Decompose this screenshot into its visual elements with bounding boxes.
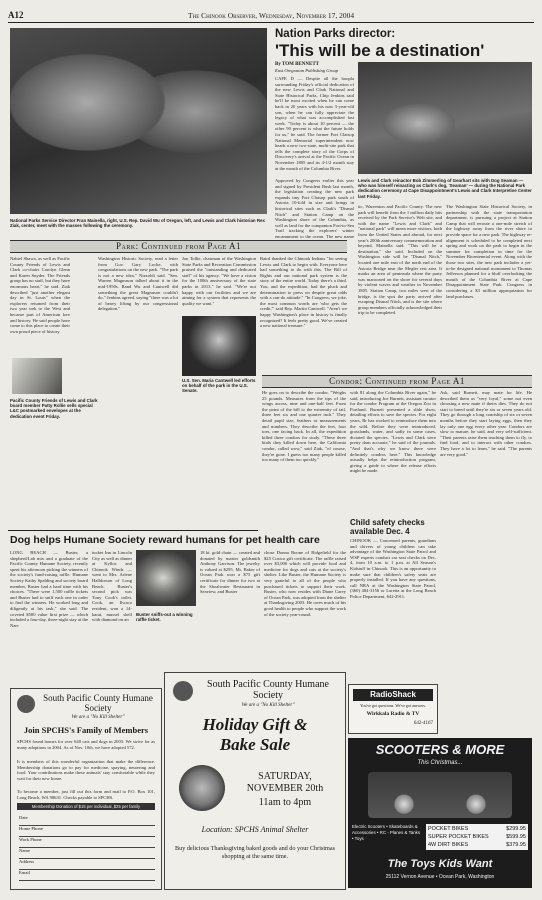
radioshack-phone: 642-4167 [413, 721, 433, 726]
reenactor-dog-photo [358, 62, 532, 174]
condor-column-3: Ask, said Burnett, may mate for life. He described them as "very loyal," some not even choosing a new mate if theirs dies. They do not start to breed until they're six or seven years old. They go through a long courtship of six or seven months before they start laying eggs, then they lay only one egg every other year. Condors are slow to mature, he said, and very self-sufficient. "Their parents raise them teaching them to fly, to find food, and to interact with other condors. They have a lot to learn," he said. "The parents are very good." [440, 390, 532, 457]
ad-body-3: To become a member, just fill out this form and mail to P.O. Box 101, Long Beach, WA 98631. Checks payable to SPCHS. [17, 789, 155, 800]
park-column-2: Washington Historic Society, read a letter from Gov. Gary Locke, with congratulations on the new park. "The park is not a new idea," Nizzoldi said. "Sen. Warren Magnuson talked about it in the mid-1950s. Rand Wu and Cantwell did something the great Magnuson couldn't do," Jenkins agreed, saying "there was a lot of heavy lifting by our congressional delegation." [98, 256, 178, 312]
park-column-1: Nabiel Shawa, as well as Pacific County Friends of Lewis and Clark co-chairs Carolyn Glenn and Karen Snyder. The Friends group has no staff, but they have enormous heart," he said. Ziak described "just another elegant day in St. Louis" when the explorers returned from their two year trek to the West and became part of American lore and history. He said people have come to this place to create their own proud piece of history. [10, 256, 70, 334]
child-safety-headline: Child safety checks available Dec. 4 [350, 518, 425, 536]
dog-column-2: tucket Inn in Lincoln City as well as dinner at Kyllos and Chinook Winds — went to Mrs. Arlene Halldorson of Long Beach. Buster's second pick was Tony Cook's toilet. Cook, an Ilwaco resident, won a 14-karat, mussel shell with diamond on an [92, 550, 132, 623]
motorbike-illustration [368, 772, 512, 818]
story-byline: By TOM BENNETT [275, 62, 319, 67]
price-list [426, 824, 528, 850]
holiday-footer: Buy delicious Thanksgiving baked goods and do your Christmas shopping at the same time. [174, 845, 336, 860]
ad-body-2: It is members of this wonderful organization that make the difference. Membership donations go to pay for medicine, spaying, neutering and food. Your contributions make these animals' stay comfortable while they wait for their new home. [17, 759, 155, 781]
ad-membership-heading: Join SPCHS's Family of Members [23, 725, 149, 735]
event-location: Location: SPCHS Animal Shelter [201, 825, 309, 834]
event-title-line-1: Holiday Gift & [202, 715, 308, 734]
reenactor-photo-caption: Lewis and Clark reinactor Bob Zimmerling of Gearhart sits with Dog Seaman — who was himself reinacting as Clark's dog, 'Seaman' — during the National Park dedication ceremony at Cape Disappointment's Lewis and Clark Interpretive Center last Friday. [358, 178, 532, 199]
postmark-photo-caption: Pacific County Friends of Lewis and Clark board member Patty Rollie sells special L&C postmarked envelopes at the dedication event Friday. [10, 398, 98, 419]
top-photo-caption: National Parks Service Director Fran Mainella, right, U.S. Rep. David Wu of Oregon, left, and Lewis and Clark historian Rex Ziak, center, meet with the masses following the ceremony. [10, 218, 265, 229]
story-headline: 'This will be a destination' [275, 41, 485, 60]
form-field-date[interactable]: Date [19, 815, 155, 826]
ad-body-1: SPCHS found homes for over 640 cats and dogs in 2003. We strive for as many adoptions in 2004. As of Nov. 10th, we have adopted 572. [17, 739, 155, 750]
paw-print-icon [173, 681, 193, 701]
form-field-name[interactable]: Name [19, 848, 155, 859]
radioshack-logo: RadioShack [353, 689, 433, 701]
story-column-2: Approved by Congress earlier this year and signed by President Bush last month, the legislation creating the new park expands tiny Fort Clatsop park south of Astoria 10-fold in size and brings in historical sites such as Clark's "Dismal Nitch" and Station Camp on the Washington shore of the Columbia, as well as land for the companion Fort-to-Sea Trail tracking the explorers' winter encampment to the ocean. The new name [275, 178, 354, 238]
holiday-ad-motto: We are a "No Kill Shelter" [241, 703, 295, 708]
price-row: 4W DIRT BIKES $379.95 [428, 842, 526, 848]
radioshack-tagline: You've got questions. We've got answers. [360, 703, 426, 708]
dog-column-1: LONG BEACH — Buster, a shepherd/Lab mix and a graduate of the Pacific County Humane Society, recently spent his afternoon picking the winners of the society's fund-raising raffle. Humane Society Kathy Spalding and society board member, Buster had a hard time with his choices. "There were 1,500 raffle tickets and Buster had to sniff each one in order to find the winners. He worked long and diligently at his task," she said. The coveted $500 value first prize — which included a four-day, three-night stay at the Nan- [10, 550, 88, 628]
ad-motto: We are a "No Kill Shelter" [71, 715, 125, 720]
masthead [8, 8, 534, 22]
form-field-work-phone[interactable]: Work Phone [19, 837, 155, 848]
event-day: SATURDAY, [258, 771, 312, 782]
paw-print-icon [17, 695, 35, 713]
dog-story-rule [8, 530, 258, 531]
story-column-3: tic, Warrenton and Pacific County. The new park will benefit from the 1 million daily hits received by the Park Service's Web site, and with the name "Lewis and Clark" and "national park" will mean more visitors, both from the United States and abroad, for next year's 200th anniversary commemoration and beyond, Mainella said. "This will be a destination," she said. Included on the Washington side will be "Dismal Nitch," located one mile east of the north end of the Astoria Bridge near the Megler rest area. It marks an area of peninsula where the party was marooned on the shore for several days by violent waves and weather in November 1805. Station Camp, two miles west of the bridge, is the spot the party arrived after escaping Dismal Nitch, and is the site where group members officially acknowledged their trip to be completed. [358, 204, 442, 316]
masthead-rule [8, 22, 534, 23]
dog-story-headline: Dog helps Humane Society reward humans for pet health care [10, 534, 320, 546]
child-safety-body: CHINOOK — Concerned parents, guardians and drivers of young children can take advantage of the Washington State Patrol and WSP experts conduct car seat checks on Dec. 4, from 10 a.m. to 1 p.m. at All Season's Kidstuff in Chinook. This is an opportunity to make sure that children's safety seats are properly installed. If you have any questions, call NRA at the Washington State Patrol, (360) 484-3150 or Loretta at the Long Beach Police Department, 642-2911. [350, 538, 436, 599]
pie-illustration [179, 765, 225, 811]
cantwell-caption: U.S. Sen. Maria Cantwell led efforts on behalf of the park in the U.S. Senate. [182, 378, 256, 394]
dog-column-4: chose Donna Boone of Ridgefield for the $25 Costco gift certificate. The raffle raised over $3,000 which will provide food and medicine for dogs and cats at the society's shelter. Like Buster, the Humane Society is very grateful to all of the people who purchased tickets to support their work. Buster, who now resides with Diane Carey of Ocean Park, was adopted from the shelter at Thanksgiving 2003. He owes much of his good health to people who support the work of the society year-round. [264, 550, 346, 617]
story-byline-org: East Oregonian Publishing Group [275, 68, 339, 73]
cantwell-photo [182, 316, 256, 376]
form-field-email[interactable]: Email [19, 870, 155, 881]
buster-photo-caption: Buster sniffs-out a winning raffle ticket. [136, 612, 193, 623]
story-column-1: CAPE D — Despite all the hoopla surrounding Friday's official dedication of the new Lewis and Clark National and State Historical Parks, Chip Jenkins said he'll be most excited when he can come back in 20 years with his now 5-year-old son, when he can fully appreciate the legacy of what was accomplished last week. "Today is about 10 percent — the other 90 percent is what the future holds for us," he said. The former Fort Clatsop National Memorial superintendent now heads a new two-state, multi-site park that tells the complete story of the Corps of Discovery's arrival at the Pacific Ocean in November 1805 and its 4-1/2 month stay at the mouth of the Columbia River. [275, 76, 354, 171]
form-field-home-phone[interactable]: Home Phone [19, 826, 155, 837]
park-column-3: Jon Tollie, chairman of the Washington State Parks and Recreation Commission praised the "outstanding and dedicated staff" of his agency. "We have a vision for the 100th anniversary of the state parks in 2013," he said. "We're not happy with our facilities and we are aiming for a system that represents the quality we want." [182, 256, 256, 306]
form-field-address[interactable]: Address [19, 859, 155, 870]
scooters-ad [348, 738, 532, 888]
park-section-header: Park: Continued from Page A1 [10, 240, 347, 253]
paper-dateline: The Chinook Observer, Wednesday, November 17, 2004 [188, 11, 355, 20]
scooters-footer-title: The Toys Kids Want [387, 858, 493, 870]
condor-column-1: He goes on to describe the condor. "Weighs 25 pounds. Measures from the tips of the wings across, nine and one-half feet. From the point of the bill to the extremity of tail, three feet six and one quarter inch." They detail pupil size, feathers or measurements and numbers. They describe the feet, four toes, one facing back. In all, the expedition killed three condors for study. "These three birds they killed down here, the California condor, called wow," said Ziak, "of course, they're gone. I guess too many people killed too many of them too quickly." [262, 390, 346, 463]
radioshack-ad [348, 684, 438, 734]
donation-bar: Membership Donation of $15 per individual, $25 per family [17, 803, 155, 810]
scooters-address: 25112 Vernon Avenue • Ocean Park, Washington [385, 874, 495, 880]
condor-column-2: with 81 along the Columbia River again," he said, introducing Joe Burnett, assistant curator for the condor Program at the Oregon Zoo in Portland. Burnett presented a slide show, detailing efforts to save the species. For eight years, Br has worked to reintroduce them into the wild. Before they were reintroduced, grasslands, water, and sadly in some cases, dictated the species. "Lewis and Clark were pretty darn accurate," he said of the journals. "And that's why we know there were definitely condors here." This knowledge actually helps the reintroduction program, giving a guide to where the release efforts might be made. [350, 390, 436, 474]
event-title-line-2: Bake Sale [219, 735, 291, 754]
story-kicker: Nation Parks director: [275, 28, 396, 40]
holiday-ad-org: South Pacific County Humane Society [207, 679, 329, 701]
scooters-title: SCOOTERS & MORE [375, 742, 505, 757]
scooters-product-list: Electric Scooters • Skateboards & Accessories • RC - Planes & Tanks • Toys [352, 824, 421, 841]
page-number: A12 [8, 10, 24, 20]
membership-form [19, 815, 155, 881]
spchs-membership-ad [10, 688, 162, 890]
dog-column-3: 18 kt. gold chain — created and donated by master goldsmith Anthony Garrison. The jewelry is valued at $295. Mr. Baker of Ocean Park won a $75 gift certificate for dinner for two at the Shoalwater Restaurant in Seaview, and Buster [200, 550, 260, 595]
radioshack-dealer: Wirkkala Radio & TV [366, 711, 420, 717]
scooters-subtitle: This Christmas... [417, 760, 463, 766]
mainella-crowd-photo [10, 28, 267, 214]
postmark-envelope-photo [12, 358, 62, 394]
ad-org-name: South Pacific County Humane Society [43, 693, 153, 713]
story-column-4: The Washington State Historical Society, in partnership with the state transportation department, is pursuing a project at Station Camp that will reroute a one-mile stretch of the highway away from the river shore to provide space for a new park. The highway re-alignment is scheduled to be completed next spring and work on the park to begin in the summer for completion in time for the November Bicentennial event. Along with the those two sites, the new park includes a yet-to-be designed national monument to Thomas Jefferson planned for a bluff overlooking the mouth of the Columbia River at Cape Disappointment State Park. Congress in considering a $3 million appropriation for land purchases. [446, 204, 532, 299]
event-time: 11am to 4pm [258, 797, 312, 808]
price-row: POCKET BIKES $299.95 [428, 826, 526, 832]
park-column-4: Baird thanked the Chinook Indians "for seeing Lewis and Clark to begin with. Everyone here had something to do with this. The Bill of Rights and our national park system is the story of the entire world. Today there's a third. You, and the expedition, had the pluck and determination to press on despite great odds with a can-do attitude." "In Congress, we joke, the most common words are 'who gets the credit,'" said Rep. Martin Cantwell. "Aren't we happy Washington's place in history is finally recognized? It feels pretty good. We've created a new national treasure." [260, 256, 347, 329]
holiday-bake-sale-ad [164, 672, 346, 890]
price-row: SUPER POCKET BIKES $599.95 [428, 834, 526, 840]
condor-section-header: Condor: Continued from Page A1 [262, 375, 532, 388]
event-date: NOVEMBER 20th [246, 783, 324, 794]
buster-dog-photo [136, 550, 196, 606]
